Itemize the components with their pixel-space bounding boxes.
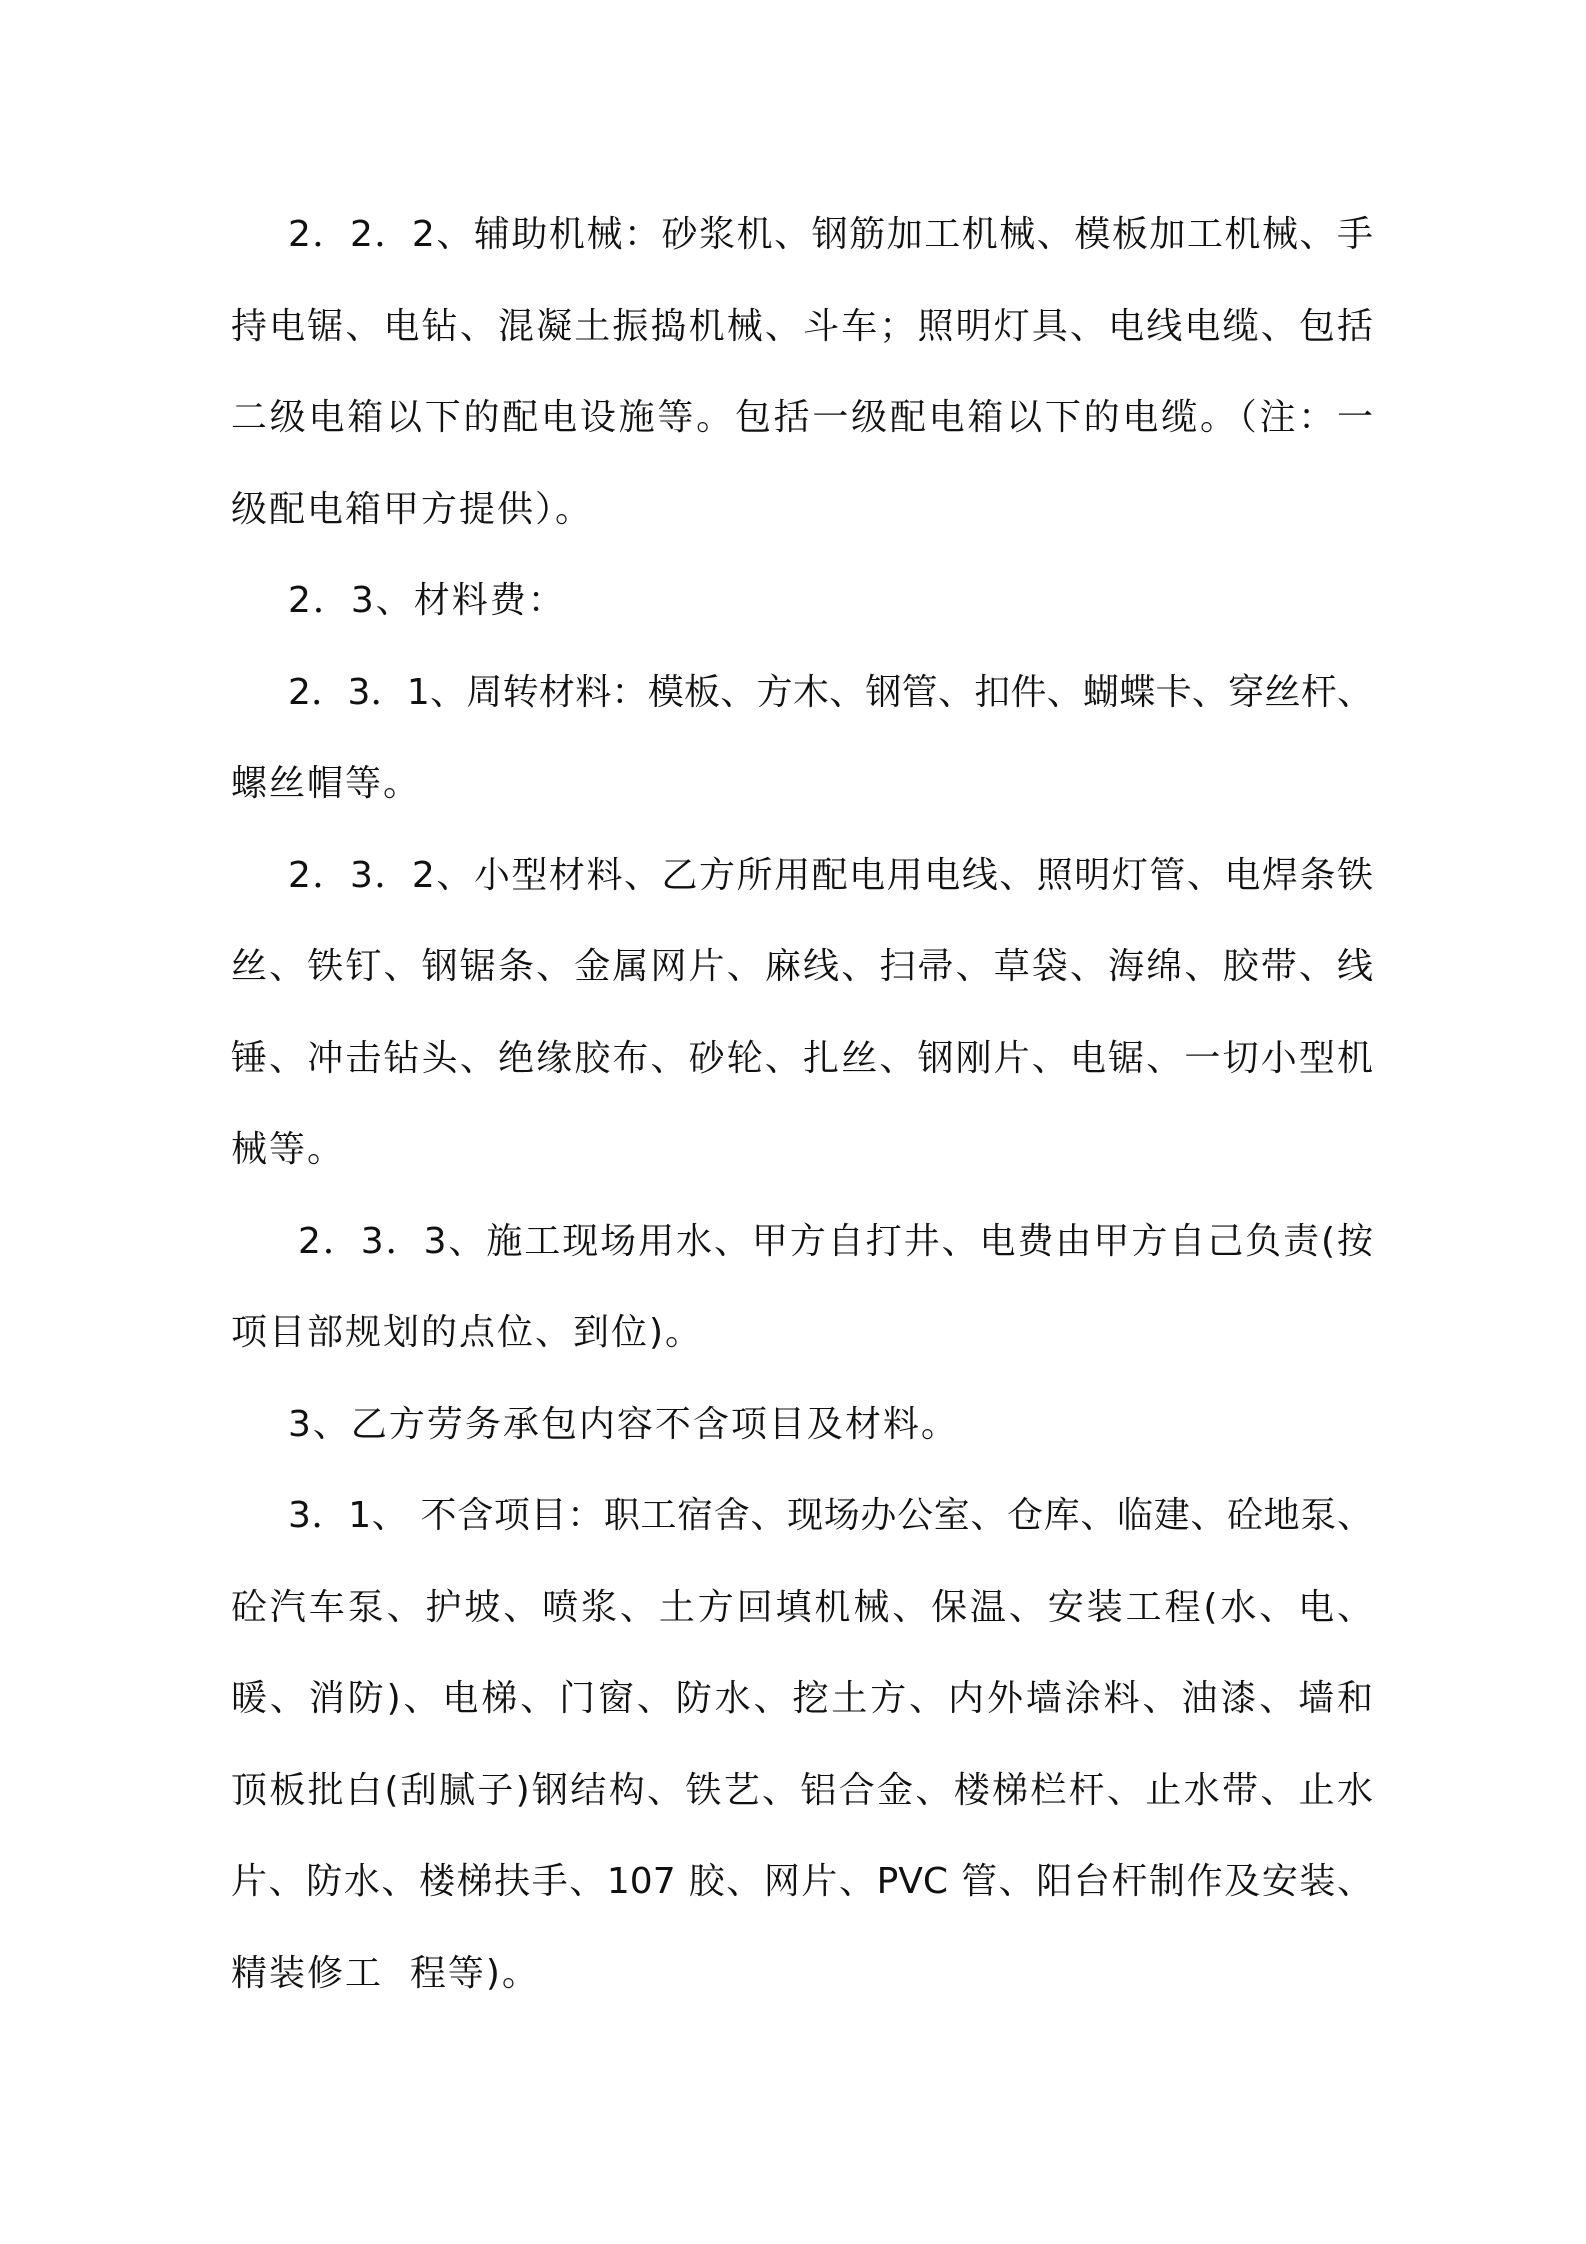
paragraph-line: 械等。 bbox=[231, 1129, 346, 1170]
paragraph-line: 砼汽车泵、护坡、喷浆、土方回填机械、保温、安装工程(水、电、 bbox=[231, 1586, 1373, 1628]
paragraph-line: 精装修工 程等)。 bbox=[231, 1952, 540, 1994]
paragraph-line: 暖、消防)、电梯、门窗、防水、挖土方、内外墙涂料、油漆、墙和 bbox=[231, 1678, 1373, 1719]
paragraph-line: 片、防水、楼梯扶手、107 胶、网片、PVC 管、阳台杆制作及安装、 bbox=[231, 1861, 1373, 1902]
paragraph-line: 螺丝帽等。 bbox=[231, 763, 422, 804]
paragraph-line: 3．1、 不含项目：职工宿舍、现场办公室、仓库、临建、砼地泵、 bbox=[288, 1495, 1373, 1536]
paragraph-line: 顶板批白(刮腻子)钢结构、铁艺、铝合金、楼梯栏杆、止水带、止水 bbox=[231, 1769, 1373, 1811]
section-heading: 3、乙方劳务承包内容不含项目及材料。 bbox=[288, 1403, 959, 1445]
clause-2-3-heading bbox=[231, 555, 1373, 647]
paragraph-line: 2．2．2、辅助机械：砂浆机、钢筋加工机械、模板加工机械、手 bbox=[288, 214, 1373, 255]
paragraph-line: 持电锯、电钻、混凝土振捣机械、斗车；照明灯具、电线电缆、包括 bbox=[231, 305, 1373, 347]
paragraph-line: 2．3．1、周转材料：模板、方木、钢管、扣件、蝴蝶卡、穿丝杆、 bbox=[288, 671, 1373, 713]
paragraph-line: 级配电箱甲方提供）。 bbox=[231, 488, 594, 530]
clause-3-1 bbox=[231, 1470, 1373, 2019]
section-heading: 2．3、材料费： bbox=[288, 580, 566, 621]
paragraph-line: 锤、冲击钻头、绝缘胶布、砂轮、扎丝、钢刚片、电锯、一切小型机 bbox=[231, 1037, 1373, 1079]
clause-2-3-3 bbox=[231, 1196, 1373, 1379]
paragraph-line: 丝、铁钉、钢锯条、金属网片、麻线、扫帚、草袋、海绵、胶带、线 bbox=[231, 946, 1373, 987]
paragraph-line: 2．3．3、施工现场用水、甲方自打井、电费由甲方自己负责(按 bbox=[298, 1220, 1373, 1262]
paragraph-line: 项目部规划的点位、到位)。 bbox=[231, 1312, 704, 1353]
paragraph-line: 2．3．2、小型材料、乙方所用配电用电线、照明灯管、电焊条铁 bbox=[288, 854, 1373, 896]
clause-2-2-2 bbox=[231, 189, 1373, 555]
clause-2-3-2 bbox=[231, 830, 1373, 1196]
document-body bbox=[231, 189, 1373, 2019]
clause-2-3-1 bbox=[231, 647, 1373, 830]
clause-3-heading bbox=[231, 1379, 1373, 1471]
paragraph-line: 二级电箱以下的配电设施等。包括一级配电箱以下的电缆。（注：一 bbox=[231, 397, 1373, 438]
